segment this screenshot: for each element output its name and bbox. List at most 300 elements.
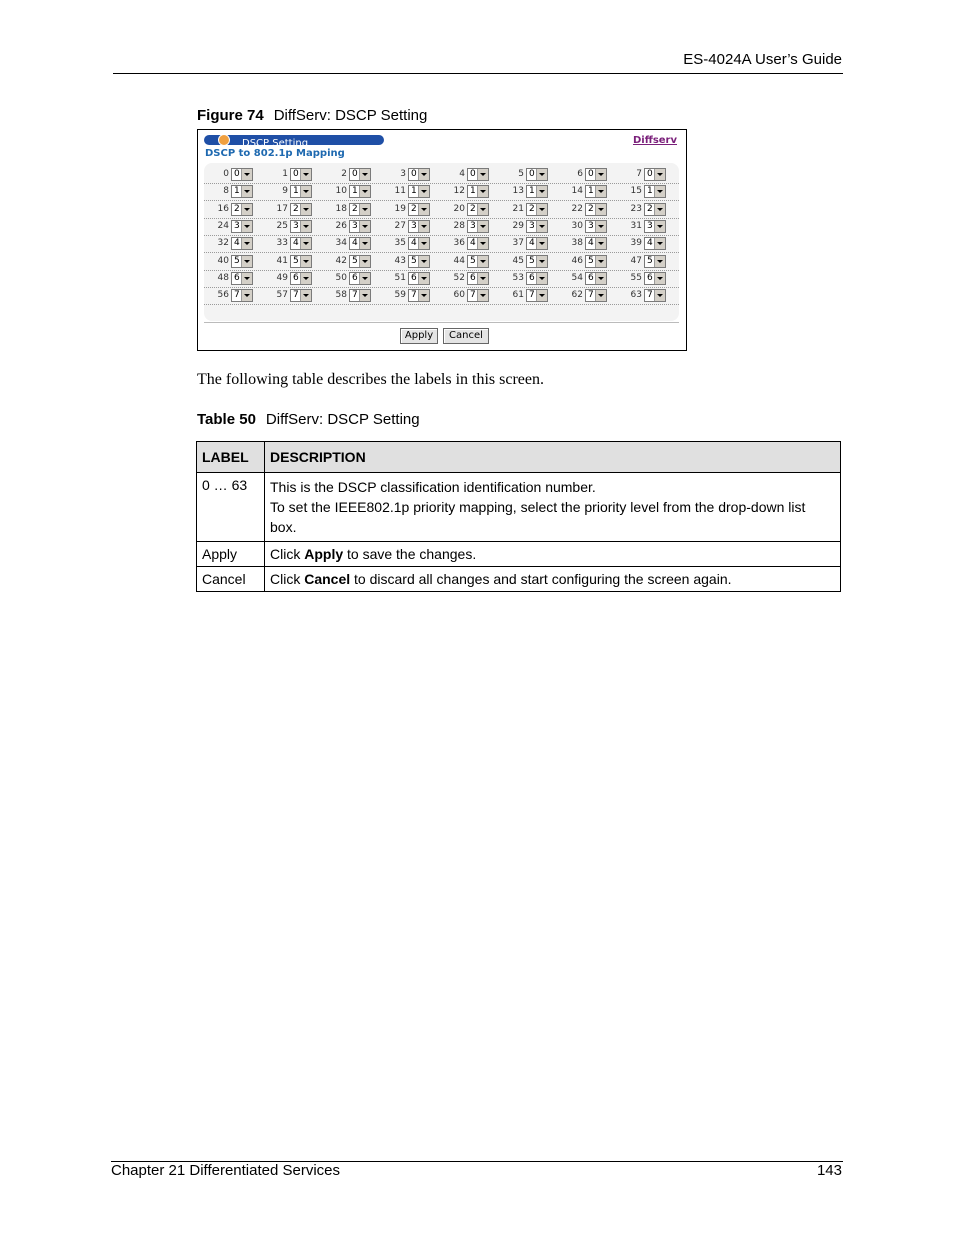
dscp-number: 55 <box>630 272 642 283</box>
chevron-down-icon[interactable] <box>241 221 252 232</box>
priority-select[interactable] <box>349 168 371 181</box>
priority-value: 5 <box>470 255 476 266</box>
dscp-number: 35 <box>394 238 406 249</box>
chevron-down-icon[interactable] <box>595 256 606 267</box>
priority-select[interactable] <box>585 203 607 216</box>
description-line: To set the IEEE802.1p priority mapping, select the priority level from the drop-down list box. <box>270 499 806 535</box>
priority-value: 6 <box>411 272 417 283</box>
dscp-number: 52 <box>453 272 465 283</box>
dscp-cell <box>441 185 489 199</box>
priority-value: 6 <box>352 272 358 283</box>
priority-select[interactable] <box>644 272 666 285</box>
dscp-cell <box>382 255 430 269</box>
chevron-down-icon[interactable] <box>654 204 665 215</box>
dscp-number: 15 <box>630 186 642 197</box>
dscp-cell <box>618 185 666 199</box>
priority-value: 2 <box>647 203 653 214</box>
priority-value: 4 <box>352 238 358 249</box>
chevron-down-icon[interactable] <box>300 169 311 180</box>
priority-select[interactable] <box>644 220 666 233</box>
header-rule <box>113 73 843 74</box>
dscp-number: 49 <box>276 272 288 283</box>
mapping-row <box>204 235 679 253</box>
divider <box>204 322 679 323</box>
chevron-down-icon[interactable] <box>418 169 429 180</box>
dscp-number: 17 <box>276 203 288 214</box>
priority-select[interactable] <box>585 237 607 250</box>
dscp-number: 39 <box>630 238 642 249</box>
dscp-cell <box>559 203 607 217</box>
priority-select[interactable] <box>526 289 548 302</box>
priority-select[interactable] <box>231 185 253 198</box>
row-label: 0 … 63 <box>197 473 265 542</box>
priority-value: 7 <box>470 290 476 301</box>
chevron-down-icon[interactable] <box>595 204 606 215</box>
priority-select[interactable] <box>585 255 607 268</box>
priority-select[interactable] <box>231 203 253 216</box>
chevron-down-icon[interactable] <box>595 273 606 284</box>
priority-value: 1 <box>411 186 417 197</box>
dscp-number: 23 <box>630 203 642 214</box>
table-header-row <box>197 442 841 473</box>
priority-select[interactable] <box>644 237 666 250</box>
label-description-table <box>196 441 841 592</box>
priority-select[interactable] <box>467 272 489 285</box>
dscp-cell <box>205 168 253 182</box>
priority-value: 2 <box>293 203 299 214</box>
dscp-number: 3 <box>400 169 406 179</box>
priority-select[interactable] <box>290 203 312 216</box>
priority-select[interactable] <box>349 203 371 216</box>
dscp-cell <box>382 203 430 217</box>
dscp-cell <box>323 168 371 182</box>
chevron-down-icon[interactable] <box>477 204 488 215</box>
priority-value: 6 <box>470 272 476 283</box>
priority-select[interactable] <box>408 289 430 302</box>
priority-select[interactable] <box>231 255 253 268</box>
dscp-cell <box>441 220 489 234</box>
dscp-cell <box>559 185 607 199</box>
chevron-down-icon[interactable] <box>359 290 370 301</box>
dscp-number: 33 <box>276 238 288 249</box>
priority-select[interactable] <box>585 168 607 181</box>
chevron-down-icon[interactable] <box>418 238 429 249</box>
dscp-number: 26 <box>335 220 347 231</box>
dscp-cell <box>559 255 607 269</box>
chevron-down-icon[interactable] <box>654 273 665 284</box>
row-description <box>265 567 841 592</box>
dscp-cell <box>559 237 607 251</box>
priority-value: 2 <box>529 203 535 214</box>
page-number: 143 <box>816 1162 842 1179</box>
dscp-cell <box>264 168 312 182</box>
priority-select[interactable] <box>290 220 312 233</box>
dscp-number: 37 <box>512 238 524 249</box>
chevron-down-icon[interactable] <box>536 238 547 249</box>
chevron-down-icon[interactable] <box>418 221 429 232</box>
priority-select[interactable] <box>526 203 548 216</box>
description-text: to discard all changes and start configuring the screen again. <box>350 571 732 587</box>
priority-select[interactable] <box>644 168 666 181</box>
chevron-down-icon[interactable] <box>241 290 252 301</box>
row-description <box>265 473 841 542</box>
dscp-number: 44 <box>453 255 465 266</box>
chevron-down-icon[interactable] <box>241 238 252 249</box>
dscp-cell <box>618 220 666 234</box>
dscp-cell <box>382 168 430 182</box>
dscp-cell <box>205 272 253 286</box>
table-row <box>197 567 841 592</box>
dscp-cell <box>618 168 666 182</box>
priority-select[interactable] <box>408 203 430 216</box>
priority-value: 4 <box>529 238 535 249</box>
dscp-cell <box>559 168 607 182</box>
chevron-down-icon[interactable] <box>536 204 547 215</box>
dscp-cell <box>264 289 312 303</box>
chevron-down-icon[interactable] <box>595 290 606 301</box>
dscp-number: 21 <box>512 203 524 214</box>
dscp-cell <box>500 185 548 199</box>
diffserv-link[interactable]: Diffserv <box>632 135 677 146</box>
priority-value: 1 <box>234 186 240 197</box>
chevron-down-icon[interactable] <box>300 204 311 215</box>
dscp-number: 28 <box>453 220 465 231</box>
chevron-down-icon[interactable] <box>359 169 370 180</box>
chevron-down-icon[interactable] <box>536 273 547 284</box>
table-row <box>197 542 841 567</box>
priority-select[interactable] <box>349 289 371 302</box>
table-caption-text: DiffServ: DSCP Setting <box>265 411 420 428</box>
priority-select[interactable] <box>467 185 489 198</box>
dscp-cell <box>441 272 489 286</box>
chevron-down-icon[interactable] <box>418 256 429 267</box>
chevron-down-icon[interactable] <box>536 186 547 197</box>
dscp-cell <box>382 220 430 234</box>
priority-value: 1 <box>647 186 653 197</box>
dscp-number: 43 <box>394 255 406 266</box>
chevron-down-icon[interactable] <box>300 273 311 284</box>
dscp-number: 9 <box>282 186 288 197</box>
priority-select[interactable] <box>467 168 489 181</box>
dscp-cell <box>323 185 371 199</box>
priority-value: 4 <box>411 238 417 249</box>
dscp-cell <box>264 237 312 251</box>
dscp-cell <box>323 255 371 269</box>
section-title: DSCP to 802.1p Mapping <box>205 148 345 159</box>
priority-value: 2 <box>588 203 594 214</box>
dscp-cell <box>323 203 371 217</box>
chevron-down-icon[interactable] <box>241 273 252 284</box>
chevron-down-icon[interactable] <box>359 204 370 215</box>
dscp-cell <box>264 272 312 286</box>
dscp-mapping-grid <box>204 163 679 321</box>
chevron-down-icon[interactable] <box>536 256 547 267</box>
priority-select[interactable] <box>231 237 253 250</box>
chevron-down-icon[interactable] <box>418 290 429 301</box>
dscp-cell <box>618 272 666 286</box>
dscp-number: 6 <box>577 169 583 179</box>
priority-value: 0 <box>647 169 653 179</box>
priority-select[interactable] <box>408 185 430 198</box>
priority-select[interactable] <box>408 168 430 181</box>
chevron-down-icon[interactable] <box>595 221 606 232</box>
chevron-down-icon[interactable] <box>418 186 429 197</box>
priority-select[interactable] <box>231 289 253 302</box>
dscp-number: 20 <box>453 203 465 214</box>
priority-value: 4 <box>647 238 653 249</box>
dscp-number: 40 <box>217 255 229 266</box>
priority-select[interactable] <box>526 185 548 198</box>
dscp-cell <box>500 289 548 303</box>
priority-select[interactable] <box>231 168 253 181</box>
figure-caption-text: DiffServ: DSCP Setting <box>273 107 428 124</box>
description-text: Click <box>270 571 305 587</box>
dscp-cell <box>500 272 548 286</box>
dscp-cell <box>441 255 489 269</box>
guide-title: ES-4024A User’s Guide <box>683 51 842 68</box>
priority-value: 3 <box>293 220 299 231</box>
priority-select[interactable] <box>290 185 312 198</box>
chevron-down-icon[interactable] <box>359 256 370 267</box>
cancel-button[interactable]: Cancel <box>443 328 489 344</box>
dscp-number: 58 <box>335 290 347 301</box>
priority-select[interactable] <box>408 220 430 233</box>
dscp-number: 30 <box>571 220 583 231</box>
priority-select[interactable] <box>585 220 607 233</box>
priority-select[interactable] <box>467 255 489 268</box>
dscp-number: 47 <box>630 255 642 266</box>
priority-value: 3 <box>411 220 417 231</box>
priority-select[interactable] <box>644 185 666 198</box>
chevron-down-icon[interactable] <box>300 221 311 232</box>
dscp-cell <box>382 272 430 286</box>
dscp-number: 14 <box>571 186 583 197</box>
dscp-number: 63 <box>630 290 642 301</box>
priority-value: 2 <box>411 203 417 214</box>
priority-value: 5 <box>588 255 594 266</box>
priority-select[interactable] <box>231 272 253 285</box>
chevron-down-icon[interactable] <box>654 186 665 197</box>
chevron-down-icon[interactable] <box>241 186 252 197</box>
chevron-down-icon[interactable] <box>241 204 252 215</box>
dscp-number: 4 <box>459 169 465 179</box>
dscp-number: 8 <box>223 186 229 197</box>
priority-value: 3 <box>234 220 240 231</box>
dscp-number: 50 <box>335 272 347 283</box>
priority-select[interactable] <box>644 289 666 302</box>
figure-caption <box>197 107 427 124</box>
priority-value: 3 <box>588 220 594 231</box>
priority-select[interactable] <box>290 289 312 302</box>
priority-select[interactable] <box>231 220 253 233</box>
description-column-header: DESCRIPTION <box>265 442 841 473</box>
dscp-number: 24 <box>217 220 229 231</box>
mapping-row <box>204 201 679 219</box>
dscp-number: 10 <box>335 186 347 197</box>
apply-button[interactable]: Apply <box>400 328 438 344</box>
dscp-number: 22 <box>571 203 583 214</box>
priority-value: 2 <box>352 203 358 214</box>
chevron-down-icon[interactable] <box>536 290 547 301</box>
priority-select[interactable] <box>526 272 548 285</box>
chevron-down-icon[interactable] <box>595 186 606 197</box>
priority-select[interactable] <box>467 289 489 302</box>
dscp-cell <box>618 255 666 269</box>
priority-value: 7 <box>293 290 299 301</box>
dscp-cell <box>323 237 371 251</box>
chevron-down-icon[interactable] <box>595 238 606 249</box>
priority-select[interactable] <box>349 185 371 198</box>
dscp-number: 54 <box>571 272 583 283</box>
chevron-down-icon[interactable] <box>300 238 311 249</box>
priority-value: 1 <box>588 186 594 197</box>
dscp-cell <box>264 255 312 269</box>
chevron-down-icon[interactable] <box>654 290 665 301</box>
chevron-down-icon[interactable] <box>241 169 252 180</box>
chevron-down-icon[interactable] <box>654 238 665 249</box>
chevron-down-icon[interactable] <box>359 221 370 232</box>
priority-select[interactable] <box>349 272 371 285</box>
priority-select[interactable] <box>349 237 371 250</box>
dscp-cell <box>205 203 253 217</box>
priority-select[interactable] <box>408 255 430 268</box>
dscp-cell <box>205 185 253 199</box>
dscp-number: 5 <box>518 169 524 179</box>
dscp-number: 29 <box>512 220 524 231</box>
mapping-row <box>204 270 679 288</box>
priority-value: 7 <box>352 290 358 301</box>
dscp-number: 34 <box>335 238 347 249</box>
priority-select[interactable] <box>290 168 312 181</box>
dscp-number: 48 <box>217 272 229 283</box>
priority-select[interactable] <box>290 237 312 250</box>
description-line: This is the DSCP classification identification number. <box>270 479 596 495</box>
priority-value: 5 <box>234 255 240 266</box>
dscp-cell <box>382 289 430 303</box>
chevron-down-icon[interactable] <box>241 256 252 267</box>
priority-value: 2 <box>234 203 240 214</box>
priority-select[interactable] <box>467 203 489 216</box>
priority-select[interactable] <box>585 289 607 302</box>
priority-value: 1 <box>352 186 358 197</box>
chapter-title: Chapter 21 Differentiated Services <box>111 1162 341 1179</box>
dscp-number: 19 <box>394 203 406 214</box>
chevron-down-icon[interactable] <box>418 204 429 215</box>
priority-select[interactable] <box>526 168 548 181</box>
description-text: to save the changes. <box>343 546 477 562</box>
priority-value: 5 <box>529 255 535 266</box>
row-description <box>265 542 841 567</box>
chevron-down-icon[interactable] <box>654 256 665 267</box>
priority-value: 4 <box>470 238 476 249</box>
priority-value: 7 <box>588 290 594 301</box>
chevron-down-icon[interactable] <box>477 256 488 267</box>
chevron-down-icon[interactable] <box>300 290 311 301</box>
chevron-down-icon[interactable] <box>477 273 488 284</box>
chevron-down-icon[interactable] <box>300 256 311 267</box>
priority-value: 0 <box>293 169 299 179</box>
dscp-setting-screenshot <box>197 129 687 351</box>
chevron-down-icon[interactable] <box>536 221 547 232</box>
priority-select[interactable] <box>644 203 666 216</box>
priority-value: 6 <box>647 272 653 283</box>
chevron-down-icon[interactable] <box>359 273 370 284</box>
dscp-cell <box>264 203 312 217</box>
priority-value: 1 <box>470 186 476 197</box>
dscp-cell <box>323 272 371 286</box>
priority-select[interactable] <box>585 272 607 285</box>
chevron-down-icon[interactable] <box>654 169 665 180</box>
chevron-down-icon[interactable] <box>654 221 665 232</box>
dscp-number: 38 <box>571 238 583 249</box>
dscp-cell <box>382 185 430 199</box>
dscp-number: 51 <box>394 272 406 283</box>
chevron-down-icon[interactable] <box>477 290 488 301</box>
table-row <box>197 473 841 542</box>
priority-select[interactable] <box>526 255 548 268</box>
chevron-down-icon[interactable] <box>477 169 488 180</box>
priority-select[interactable] <box>408 272 430 285</box>
row-label: Apply <box>197 542 265 567</box>
priority-select[interactable] <box>526 220 548 233</box>
priority-value: 6 <box>234 272 240 283</box>
dscp-number: 16 <box>217 203 229 214</box>
priority-select[interactable] <box>585 185 607 198</box>
priority-select[interactable] <box>290 255 312 268</box>
chevron-down-icon[interactable] <box>359 238 370 249</box>
chevron-down-icon[interactable] <box>300 186 311 197</box>
priority-value: 6 <box>529 272 535 283</box>
priority-value: 5 <box>352 255 358 266</box>
priority-value: 7 <box>529 290 535 301</box>
chevron-down-icon[interactable] <box>477 238 488 249</box>
priority-select[interactable] <box>467 220 489 233</box>
dscp-cell <box>205 289 253 303</box>
chevron-down-icon[interactable] <box>477 186 488 197</box>
priority-value: 4 <box>234 238 240 249</box>
priority-value: 1 <box>529 186 535 197</box>
mapping-row <box>204 166 679 184</box>
dscp-cell <box>618 203 666 217</box>
dscp-number: 27 <box>394 220 406 231</box>
chevron-down-icon[interactable] <box>536 169 547 180</box>
priority-value: 4 <box>588 238 594 249</box>
dscp-cell <box>500 220 548 234</box>
dscp-number: 11 <box>394 186 406 197</box>
dscp-cell <box>559 272 607 286</box>
dscp-cell <box>205 220 253 234</box>
priority-select[interactable] <box>290 272 312 285</box>
chevron-down-icon[interactable] <box>477 221 488 232</box>
mapping-row <box>204 253 679 271</box>
priority-select[interactable] <box>408 237 430 250</box>
chevron-down-icon[interactable] <box>359 186 370 197</box>
priority-value: 0 <box>470 169 476 179</box>
priority-select[interactable] <box>644 255 666 268</box>
dscp-cell <box>618 237 666 251</box>
priority-select[interactable] <box>349 220 371 233</box>
priority-select[interactable] <box>467 237 489 250</box>
chevron-down-icon[interactable] <box>418 273 429 284</box>
dscp-number: 18 <box>335 203 347 214</box>
dscp-number: 46 <box>571 255 583 266</box>
priority-select[interactable] <box>349 255 371 268</box>
priority-select[interactable] <box>526 237 548 250</box>
dscp-number: 25 <box>276 220 288 231</box>
priority-value: 5 <box>647 255 653 266</box>
dscp-number: 36 <box>453 238 465 249</box>
chevron-down-icon[interactable] <box>595 169 606 180</box>
